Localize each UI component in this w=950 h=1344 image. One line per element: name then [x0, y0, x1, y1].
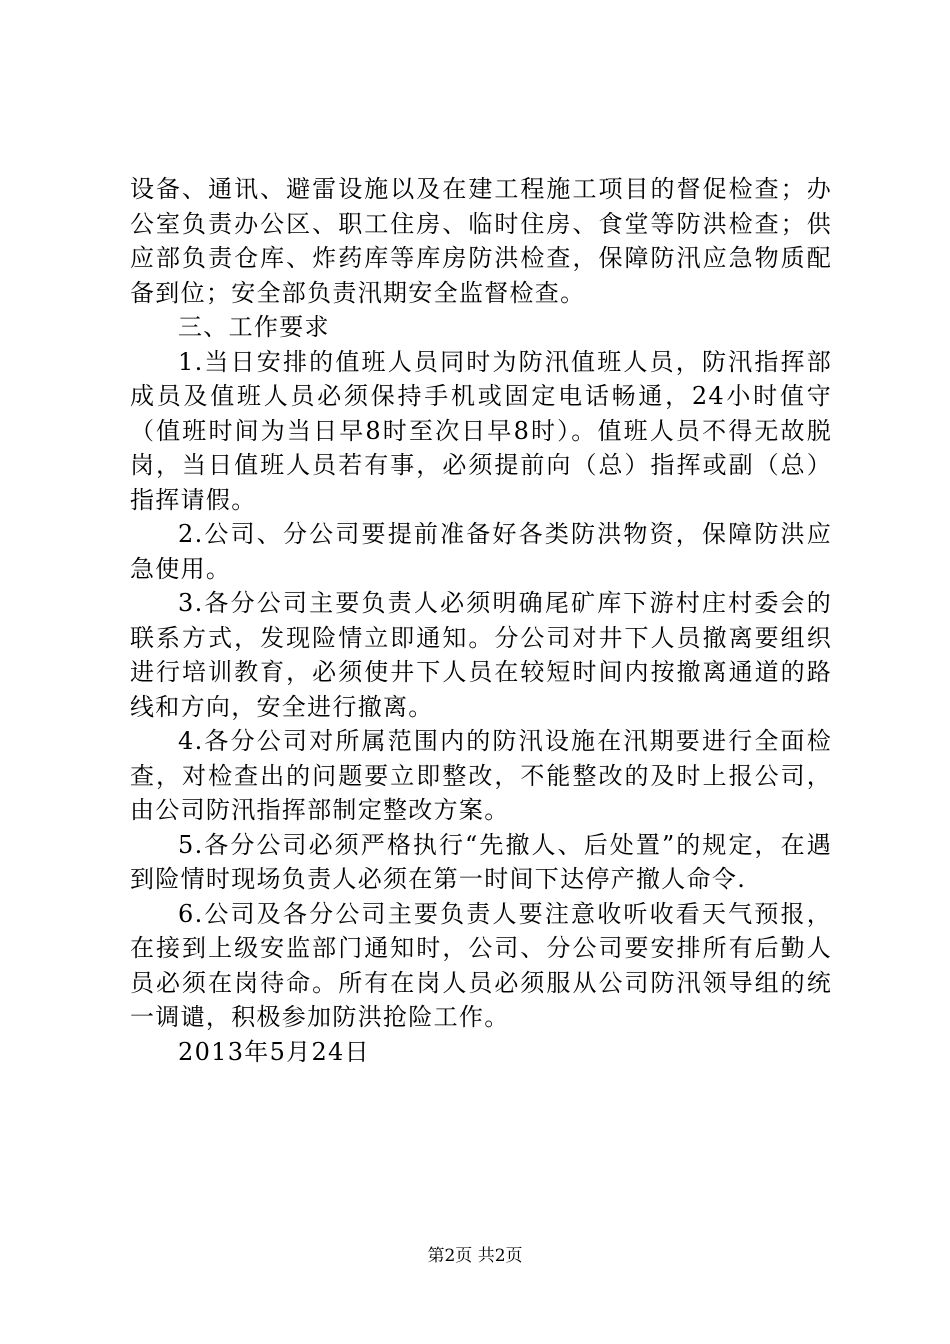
- requirement-item-2: 2.公司、分公司要提前准备好各类防洪物资，保障防洪应急使用。: [130, 520, 832, 583]
- requirement-item-4: 4.各分公司对所属范围内的防汛设施在汛期要进行全面检查，对检查出的问题要立即整改，不能整改的及时上报公司，由公司防汛指挥部制定整改方案。: [130, 727, 832, 824]
- document-body: [130, 172, 832, 1069]
- requirement-item-1: 1.当日安排的值班人员同时为防汛值班人员，防汛指挥部成员及值班人员必须保持手机或固定电话畅通，24小时值守（值班时间为当日早8时至次日早8时）。值班人员不得无故脱岗，当日值班人员若有事，必须提前向（总）指挥或副（总）指挥请假。: [130, 347, 832, 514]
- page-number-footer: 第2页 共2页: [427, 1246, 523, 1266]
- requirement-item-5: 5.各分公司必须严格执行“先撤人、后处置”的规定，在遇到险情时现场负责人必须在第一时间下达停产撤人命令.: [130, 830, 832, 893]
- document-date: 2013年5月24日: [178, 1037, 370, 1066]
- paragraph-continued-duties: 设备、通讯、避雷设施以及在建工程施工项目的督促检查；办公室负责办公区、职工住房、临时住房、食堂等防洪检查；供应部负责仓库、炸药库等库房防洪检查，保障防汛应急物质配备到位；安全部负责汛期安全监督检查。: [130, 175, 832, 307]
- section-heading-work-requirements: 三、工作要求: [178, 313, 330, 341]
- requirement-item-3: 3.各分公司主要负责人必须明确尾矿库下游村庄村委会的联系方式，发现险情立即通知。分公司对井下人员撤离要组织进行培训教育，必须使井下人员在较短时间内按撤离通道的路线和方向，安全进行撤离。: [130, 589, 832, 721]
- requirement-item-6: 6.公司及各分公司主要负责人要注意收听收看天气预报，在接到上级安监部门通知时，公司、分公司要安排所有后勤人员必须在岗待命。所有在岗人员必须服从公司防汛领导组的统一调谴，积极参加防洪抢险工作。: [130, 899, 832, 1031]
